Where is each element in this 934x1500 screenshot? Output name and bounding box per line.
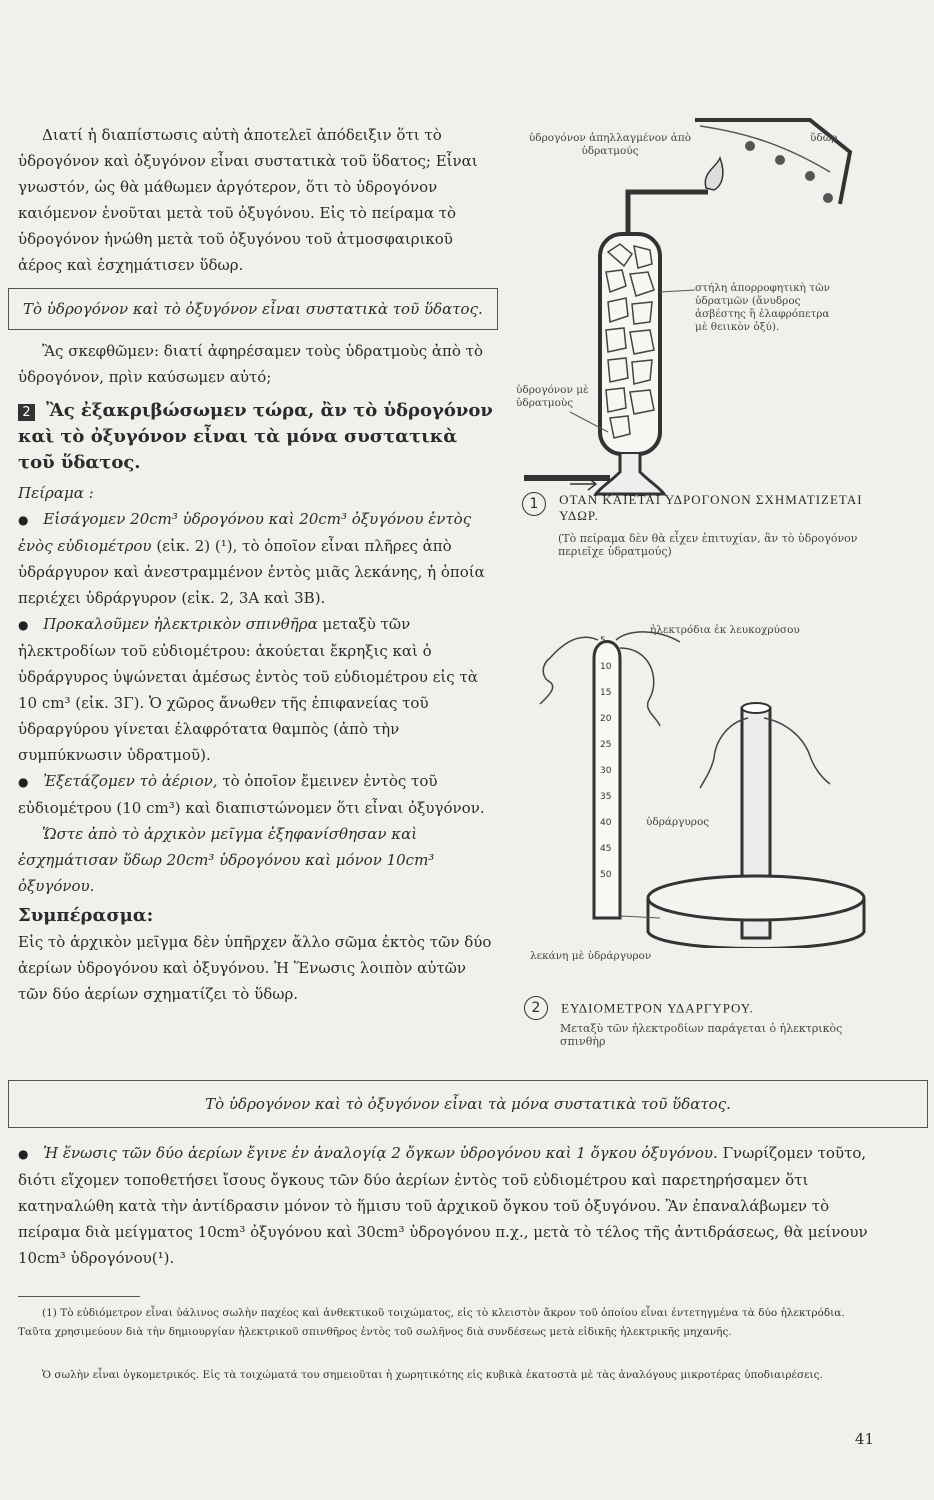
scale-mark: 45 [600,844,612,854]
final-text [18,1140,880,1271]
principle-box-1-text: Τὸ ὑδρογόνον καὶ τὸ ὀξυγόνον εἶναι συστατικὰ τοῦ ὕδατος. [23,300,483,318]
left-column [18,122,498,1007]
step-3-rest: τὸ ὁποῖον ἔμεινεν ἐντὸς τοῦ εὐδιομέτρου (10 cm³) καὶ διαπιστώνομεν ὅτι εἶναι ὀξυγόνον. [18,772,485,817]
figure-1 [510,112,920,582]
figure-1-number: 1 [522,492,546,516]
conclusion-title: Συμπέρασμα: [18,905,154,926]
scale-mark: 30 [600,766,612,776]
figure-2-label-mercury: ὑδράργυρος [646,816,710,828]
experiment-label: Πείραμα : [18,484,94,502]
final-italic: Ἡ ἕνωσις τῶν δύο ἀερίων ἔγινε ἐν ἀναλογίᾳ 2 ὄγκων ὑδρογόνου καὶ 1 ὄγκου ὀξυγόνου. [43,1144,718,1162]
figure-1-label-water: ὕδωρ [810,132,838,144]
conclusion [18,903,498,1007]
section-number: 2 [18,404,35,421]
figure-2-caption [524,996,924,1048]
figure-1-label-top: ὑδρογόνον ἀπηλλαγμένον ἀπὸ ὑδρατμούς [528,132,692,157]
figure-1-caption [522,492,922,558]
scale-mark: 15 [600,688,612,698]
step-1-italic: Εἰσάγομεν 20cm³ ὑδρογόνου καὶ 20cm³ ὀξυγόνου ἐντὸς ἑνὸς εὐδιομέτρου [18,510,472,555]
footnote-2: Ὁ σωλὴν εἶναι ὀγκομετρικός. Εἰς τὰ τοιχώματά του σημειοῦται ἡ χωρητικότης εἰς κυβικὰ ἑκατοστὰ μὲ τὰς ἀναλόγους μικροτέρας ὑποδιαιρέσεις. [42,1369,823,1381]
step-1 [18,506,498,611]
page-number: 41 [854,1430,874,1448]
step-2 [18,611,498,768]
footnote-1: (1) Τὸ εὐδιόμετρον εἶναι ὑάλινος σωλὴν παχέος καὶ ἀνθεκτικοῦ τοιχώματος, εἰς τὸ κλειστὸν ἄκρον τοῦ ὁποίου εἶναι ἐντετηγμένα τὰ δύο ἠλεκτρόδια. Ταῦτα χρησιμεύουν διὰ τὴν δημιουργίαν ἠλεκτρικοῦ σπινθῆρος ἐντὸς τοῦ σωλῆνος διὰ συνδέσεως μετὰ εἰδικῆς ἠλεκτρικῆς μηχανῆς. [18,1307,845,1338]
figure-2-label-electrodes: ἠλεκτρόδια ἐκ λευκοχρύσου [650,624,800,636]
principle-box-1 [8,288,498,330]
figure-1-label-column: στήλη ἀπορροφητικὴ τῶν ὑδρατμῶν (ἄνυδρος ἀσβέστης ἢ ἐλαφρόπετρα μὲ θειικὸν ὀξύ). [695,282,831,333]
figure-1-caption-text: ΟΤΑΝ ΚΑΙΕΤΑΙ ΥΔΡΟΓΟΝΟΝ ΣΧΗΜΑΤΙΖΕΤΑΙ ΥΔΩΡ. [559,492,863,523]
eudiometer-scale [600,636,620,896]
figure-2 [510,618,920,1058]
scale-mark: 35 [600,792,612,802]
footnote-divider [18,1296,140,1297]
scale-mark: 50 [600,870,612,880]
final-paragraph [18,1140,880,1271]
scale-mark: 10 [600,662,612,672]
step-3 [18,768,498,821]
step-1-rest: (εἰκ. 2) (¹), τὸ ὁποῖον εἶναι πλῆρες ἀπὸ ὑδράργυρον καὶ ἀνεστραμμένον ἐντὸς μιᾶς λεκάνης, ἡ ὁποία περιέχει ὑδράργυρον (εἰκ. 2, 3Α καὶ 3Β). [18,537,485,607]
principle-box-2 [8,1080,928,1128]
scale-mark: 25 [600,740,612,750]
section-title: Ἂς ἐξακριβώσωμεν τώρα, ἂν τὸ ὑδρογόνον καὶ τὸ ὀξυγόνον εἶναι τὰ μόνα συστατικὰ τοῦ ὕδατος. [18,400,493,473]
scale-mark: 5 [600,636,606,646]
figure-2-note: Μεταξὺ τῶν ἠλεκτροδίων παράγεται ὁ ἠλεκτρικὸς σπινθὴρ [560,1022,843,1048]
figure-2-drawing [510,618,920,948]
figure-2-caption-text: ΕΥΔΙΟΜΕΤΡΟΝ ΥΔΑΡΓΥΡΟΥ. [561,1000,754,1016]
figure-2-label-basin: λεκάνη μὲ ὑδράργυρον [530,950,652,962]
principle-box-2-text: Τὸ ὑδρογόνον καὶ τὸ ὀξυγόνον εἶναι τὰ μόνα συστατικὰ τοῦ ὕδατος. [205,1095,731,1113]
scale-mark: 40 [600,818,612,828]
step-2-rest: μεταξὺ τῶν ἠλεκτροδίων τοῦ εὐδιομέτρου: ἀκούεται ἔκρηξις καὶ ὁ ὑδράργυρος ὑψώνεται ἀμέσως ἐντὸς τοῦ εὐδιομέτρου εἰς τὰ 10 cm³ (εἰκ. 3Γ). Ὁ χῶρος ἄνωθεν τῆς ἐπιφανείας τοῦ ὑδραργύρου γίνεται ἐλαφρότατα θαμπὸς (ἀπὸ τὴν συμπύκνωσιν ὑδρατμοῦ). [18,615,478,764]
section-heading [18,398,498,476]
figure-2-number: 2 [524,996,548,1020]
result-paragraph: Ὥστε ἀπὸ τὸ ἀρχικὸν μεῖγμα ἐξηφανίσθησαν καὶ ἐσχημάτισαν ὕδωρ 20cm³ ὑδρογόνου καὶ μόνον 10cm³ ὀξυγόνου. [18,825,435,895]
eudiometer-scale-list [600,636,620,896]
step-2-italic: Προκαλοῦμεν ἠλεκτρικὸν σπινθῆρα [43,615,318,633]
figure-1-label-inlet: ὑδρογόνον μὲ ὑδρατμοὺς [516,384,589,409]
final-rest: Γνωρίζομεν τοῦτο, διότι εἴχομεν τοποθετήσει ἴσους ὄγκους τῶν δύο ἀερίων ἐντὸς τοῦ εὐδιομέτρου καὶ παρετηρήσαμεν ὅτι κατηναλώθη κατὰ τὴν ἀντίδρασιν μόνον τὸ ἥμισυ τοῦ ἀρχικοῦ ὄγκου τοῦ ὀξυγόνου. Ἂν ἐπαναλάβωμεν τὸ πείραμα διὰ μείγματος 10cm³ ὀξυγόνου καὶ 30cm³ ὑδρογόνου π.χ., μετὰ τὸ τέλος τῆς ἀντιδράσεως, θὰ μείνουν 10cm³ ὑδρογόνου(¹). [18,1144,868,1267]
step-3-italic: Ἐξετάζομεν τὸ ἀέριον, [43,772,218,790]
figure-1-note: (Τὸ πείραμα δὲν θὰ εἶχεν ἐπιτυχίαν, ἂν τὸ ὑδρογόνον περιεῖχε ὑδρατμούς) [558,532,858,558]
conclusion-text: Εἰς τὸ ἀρχικὸν μεῖγμα δὲν ὑπῆρχεν ἄλλο σῶμα ἐκτὸς τῶν δύο ἀερίων ὑδρογόνου καὶ ὀξυγόνου. Ἡ Ἕνωσις λοιπὸν αὐτῶν τῶν δύο ἀερίων σχηματίζει τὸ ὕδωρ. [18,933,492,1003]
intro-paragraph: Διατί ἡ διαπίστωσις αὐτὴ ἀποτελεῖ ἀπόδειξιν ὅτι τὸ ὑδρογόνον καὶ ὀξυγόνον εἶναι συστατικὰ τοῦ ὕδατος; Εἶναι γνωστόν, ὡς θὰ μάθωμεν ἀργότερον, ὅτι τὸ ὑδρογόνον καιόμενον ἑνοῦται μετὰ τοῦ ὀξυγόνου. Εἰς τὸ πείραμα τὸ ὑδρογόνον ἡνώθη μετὰ τοῦ ὀξυγόνου τοῦ ἀτμοσφαιρικοῦ ἀέρος καὶ ἐσχημάτισεν ὕδωρ. [18,126,478,274]
question-paragraph: Ἂς σκεφθῶμεν: διατί ἀφηρέσαμεν τοὺς ὑδρατμοὺς ἀπὸ τὸ ὑδρογόνον, πρὶν καύσωμεν αὐτό; [18,342,483,386]
scale-mark: 20 [600,714,612,724]
